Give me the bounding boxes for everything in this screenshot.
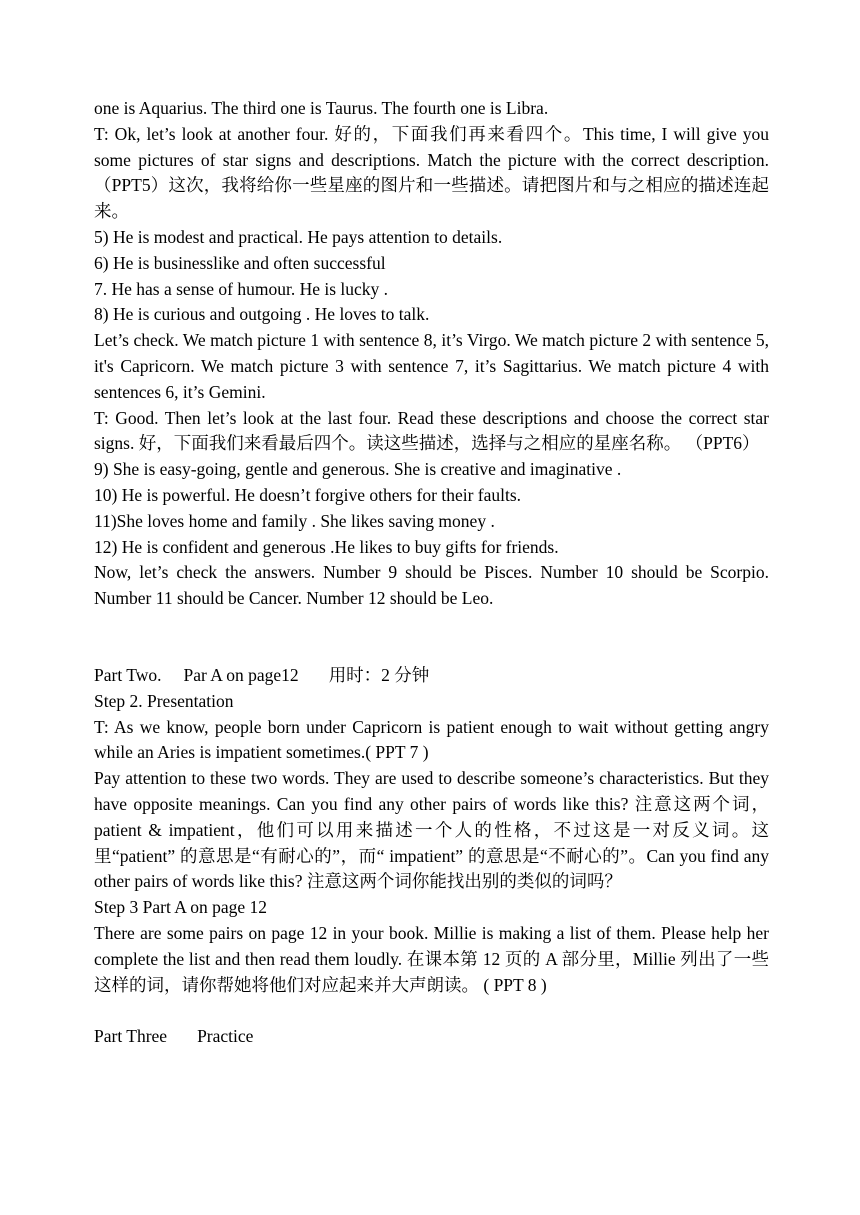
spacer xyxy=(94,998,769,1024)
description-8: 8) He is curious and outgoing . He loves to talk. xyxy=(94,304,430,325)
paragraph-check-pictures: Let’s check. We match picture 1 with sentence 8, it’s Virgo. We match picture 2 with sentence 5, it's Capricorn. We match picture 3 with sentence 7, it’s Sagittarius. We match picture 4 with sentences 6, it’s Gemini. xyxy=(94,330,769,402)
paragraph-signs-1-4-end: one is Aquarius. The third one is Taurus. The fourth one is Libra. xyxy=(94,98,549,118)
description-11: 11)She loves home and family . She likes saving money . xyxy=(94,510,495,531)
spacer xyxy=(94,612,769,663)
paragraph-teacher-another-four: T: Ok, let’s look at another four. 好的，下面我们再来看四个。This time, I will give you some pictures of star signs and descriptions. Match the picture with the correct description. （PPT5）这次，我将给你一些星座的图片和一些描述。请把图片和与之相应的描述连起来。 xyxy=(94,123,769,222)
document-page xyxy=(94,96,769,1050)
paragraph-check-answers: Now, let’s check the answers. Number 9 should be Pisces. Number 10 should be Scorpio. Number 11 should be Cancer. Number 12 should be Leo. xyxy=(94,562,769,609)
description-12: 12) He is confident and generous .He likes to buy gifts for friends. xyxy=(94,536,559,557)
paragraph-opposite-words: Pay attention to these two words. They are used to describe someone’s characteristics. But they have opposite meanings. Can you find any other pairs of words like this? 注意这两个词，patient & impatient，他们可以用来描述一个人的性格，不过这是一对反义词。这里“patient” 的意思是“有耐心的”，而“ impatient” 的意思是“不耐心的”。Can you find any other pairs of words like this? 注意这两个词你能找出别的类似的词吗？ xyxy=(94,768,769,892)
part-three-label: Part Three xyxy=(94,1026,168,1047)
paragraph-millie-list: There are some pairs on page 12 in your book. Millie is making a list of them. Please help her complete the list and then read them loudly. 在课本第 12 页的 A 部分里，Millie 列出了一些这样的词，请你帮她将他们对应起来并大声朗读。 ( PPT 8 ) xyxy=(94,922,769,995)
description-7: 7. He has a sense of humour. He is lucky . xyxy=(94,278,389,299)
description-10: 10) He is powerful. He doesn’t forgive others for their faults. xyxy=(94,484,522,505)
paragraph-teacher-last-four: T: Good. Then let’s look at the last four. Read these descriptions and choose the correct star signs. 好，下面我们来看最后四个。读这些描述，选择与之相应的星座名称。 （PPT6） xyxy=(94,407,769,454)
description-9: 9) She is easy-going, gentle and generous. She is creative and imaginative . xyxy=(94,459,622,480)
section-heading-part-two xyxy=(94,663,769,689)
section-heading-part-three xyxy=(94,1024,769,1050)
paragraph-capricorn-aries: T: As we know, people born under Capricorn is patient enough to wait without getting angry while an Aries is impatient sometimes.( PPT 7 ) xyxy=(94,716,769,763)
part-two-time: 用时：2 分钟 xyxy=(328,664,430,685)
step-3-heading: Step 3 Part A on page 12 xyxy=(94,897,268,918)
description-6: 6) He is businesslike and often successful xyxy=(94,252,386,273)
description-5: 5) He is modest and practical. He pays attention to details. xyxy=(94,226,503,247)
part-three-title: Practice xyxy=(197,1026,254,1047)
part-two-label: Part Two. xyxy=(94,664,162,685)
part-two-page-ref: Par A on page12 xyxy=(183,664,299,685)
step-2-heading: Step 2. Presentation xyxy=(94,690,234,711)
